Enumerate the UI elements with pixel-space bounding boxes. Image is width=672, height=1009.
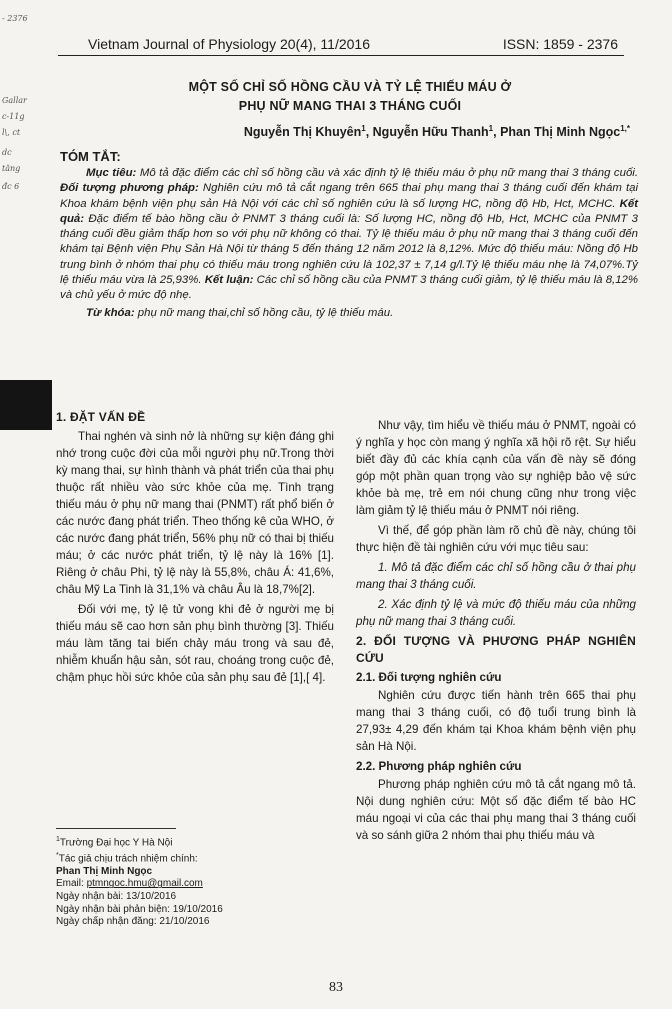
abstract-label: Kết quả: (60, 197, 638, 225)
abstract-text: Mô tả đặc điểm các chỉ số hồng cầu và xác định tỷ lệ thiếu máu ở phụ nữ mang thai 3 tháng cuối. (136, 167, 638, 179)
journal-name: Vietnam Journal of Physiology 20(4), 11/2016 (88, 36, 370, 52)
margin-scrap: tăng (2, 164, 21, 173)
review-date: Ngày nhận bài phản biện: 19/10/2016 (56, 903, 223, 915)
margin-scrap: - 2376 (2, 14, 28, 23)
paragraph: Thai nghén và sinh nở là những sự kiện đáng ghi nhớ trong cuộc đời của mỗi người phụ nữ.Trong thời kỳ mang thai, sự hình thành và phát triển của thai phụ thuộc rất nhiều vào sức khỏe của mẹ. Tình trạng thiếu máu ở phụ nữ mang thai (PNMT) rất phổ biến ở các nước đang phát triển. Theo thống kê của WHO, ở các nước đang phát triển, 56% phụ nữ có thai bị thiếu máu; ở các nước phát triển, tỷ lệ này là 16% [1]. Riêng ở châu Phi, tỷ lệ này là 55,8%, châu Á: 41,6%, châu Mỹ La Tinh là 31,1% và châu Âu là 18,7%[2]. (56, 430, 334, 596)
footnote-rule (56, 828, 176, 829)
footnote-text: Trường Đại học Y Hà Nội (59, 837, 173, 849)
email-link[interactable]: ptmngoc.hmu@gmail.com (86, 878, 203, 890)
article-title (120, 78, 580, 116)
accepted-date: Ngày chấp nhận đăng: 21/10/2016 (56, 916, 210, 928)
margin-scrap: l\, ct (2, 128, 21, 137)
author-sup: 1 (488, 124, 494, 133)
abstract-heading: TÓM TẮT: (60, 149, 121, 164)
abstract-label: Mục tiêu: (86, 167, 137, 179)
title-line: MỘT SỐ CHỈ SỐ HỒNG CẦU VÀ TỶ LỆ THIẾU MÁU Ở (188, 80, 512, 94)
right-column (356, 417, 636, 847)
abstract-text: Các chỉ số hồng cầu của PNMT 3 tháng cuối giảm, tỷ lệ thiếu máu là 8,12% và chủ yếu ở mức độ nhẹ. (60, 274, 638, 302)
abstract (60, 166, 638, 321)
author-list: Nguyễn Thị Khuyên$^1$, Nguyễn Hữu Thanh$^1$, Phan Thị Minh Ngọc$^{1,*}$ (243, 124, 630, 140)
received-date: Ngày nhận bài: 13/10/2016 (56, 891, 177, 903)
abstract-label: Kết luận: (204, 274, 254, 287)
corresponding-author: Phan Thị Minh Ngọc (56, 865, 153, 877)
paragraph: Như vậy, tìm hiểu về thiếu máu ở PNMT, ngoài có ý nghĩa y học còn mang ý nghĩa xã hội rõ rệt. Sự hiểu biết đầy đủ các khía cạnh của vấn đề này sẽ đóng góp một phần quan trọng vào sự nghiệp bảo vệ sức khỏe bà mẹ, trẻ em nói chung cũng như trong việc làm giảm tỷ lệ thiếu máu ở PNMT nói riêng. (356, 419, 636, 517)
footnote-sup: * (56, 851, 59, 859)
author: Nguyễn Thị Khuyên (243, 125, 362, 140)
header-rule (58, 55, 624, 56)
subsection-heading: 2.1. Đối tượng nghiên cứu (356, 671, 502, 684)
left-column (56, 407, 334, 689)
author: Nguyễn Hữu Thanh (372, 125, 489, 140)
email-label: Email: (56, 878, 87, 890)
footnote-sup: 1 (56, 836, 60, 843)
paragraph: Đối với mẹ, tỷ lệ tử vong khi đẻ ở người mẹ bị thiếu máu sẽ cao hơn sản phụ bình thường [3]. Thiếu máu làm tăng tai biến chảy máu trong và sau đẻ, nhiễm khuẩn hậu sản, sót rau, choáng trong cuộc đẻ, chậm phục hồi sức khỏe của sản phụ sau đẻ [1],[ 4]. (56, 603, 334, 684)
footnote-text: Tác giả chịu trách nhiệm chính: (58, 853, 198, 865)
paragraph: Vì thế, để góp phần làm rõ chủ đề này, chúng tôi thực hiện đề tài nghiên cứu với mục tiêu sau: (356, 524, 636, 554)
aim-item: 1. Mô tả đặc điểm các chỉ số hồng cầu ở thai phụ mang thai 3 tháng cuối. (356, 561, 636, 591)
margin-scrap: Gallar (2, 96, 27, 105)
keywords-label: Từ khóa: (86, 306, 135, 319)
keywords (60, 306, 638, 321)
margin-scrap: dc (2, 148, 12, 157)
email-line (56, 878, 336, 891)
author: Phan Thị Minh Ngọc (500, 125, 621, 140)
scan-margin (0, 0, 44, 1009)
abstract-text: Đặc điểm tế bào hồng cầu ở PNMT 3 tháng cuối là: Số lượng HC, nồng độ Hb, Hct, MCHC của PNMT 3 tháng cuối đều giảm thấp hơn so với phụ nữ không có thai. Tỷ lệ thiếu máu ở phụ nữ mang thai 3 tháng cuối đến khám tại Bệnh viện Phụ Sản Hà Nội từ tháng 5 đến tháng 12 năm 2012 là 8,12%. Mức độ thiếu máu: Nồng độ Hb trung bình ở nhóm thai phụ có thiếu máu trong nghiên cứu là 102,37 ± 7,14 g/l.Tỷ lệ thiếu máu nhẹ là 74,07%.Tỷ lệ thiếu máu vừa là 25,93%. (60, 212, 638, 287)
aim-item: 2. Xác định tỷ lệ và mức độ thiếu máu của những phụ nữ mang thai 3 tháng cuối. (356, 598, 636, 628)
section-heading: 1. ĐẶT VẤN ĐỀ (56, 410, 146, 424)
affiliation (56, 834, 336, 850)
scan-shadow (0, 380, 52, 430)
subsection-heading: 2.2. Phương pháp nghiên cứu (356, 760, 522, 773)
page-number: 83 (329, 980, 343, 995)
paragraph: Phương pháp nghiên cứu mô tả cắt ngang mô tả. Nội dung nghiên cứu: Một số đặc điểm tế bào HC máu ngoại vi của các thai phụ mang thai 3 tháng cuối và so sánh giữa 2 nhóm thai phụ thiếu máu và (356, 778, 636, 842)
paragraph: Nghiên cứu được tiến hành trên 665 thai phụ mang thai 3 tháng cuối, có độ tuổi trung bình là 27,93± 4,29 đến khám tại Khoa khám bệnh viện phụ sản Hà Nội. (356, 689, 636, 753)
issn: ISSN: 1859 - 2376 (502, 36, 618, 52)
title-line: PHỤ NỮ MANG THAI 3 THÁNG CUỐI (238, 99, 462, 113)
margin-scrap: c-11g (2, 112, 25, 121)
section-heading: 2. ĐỐI TƯỢNG VÀ PHƯƠNG PHÁP NGHIÊN CỨU (356, 634, 636, 665)
margin-scrap: đc 6 (2, 182, 20, 191)
abstract-label: Đối tượng phương pháp: (60, 182, 199, 195)
author-sup: 1 (361, 124, 366, 133)
corresponding-note (56, 850, 336, 866)
footnotes (56, 834, 336, 929)
abstract-body (60, 166, 638, 304)
author-sup: 1,* (620, 124, 630, 133)
abstract-text: Nghiên cứu mô tả cắt ngang trên 665 thai phụ mang thai 3 tháng cuối đến khám tại Khoa khám bệnh viện phụ sản Hà Nội với các chỉ số nghiên cứu là số lượng HC, nồng độ Hb, Hct, MCHC. (60, 182, 638, 210)
keywords-text: phụ nữ mang thai,chỉ số hồng cầu, tỷ lệ thiếu máu. (134, 306, 394, 319)
